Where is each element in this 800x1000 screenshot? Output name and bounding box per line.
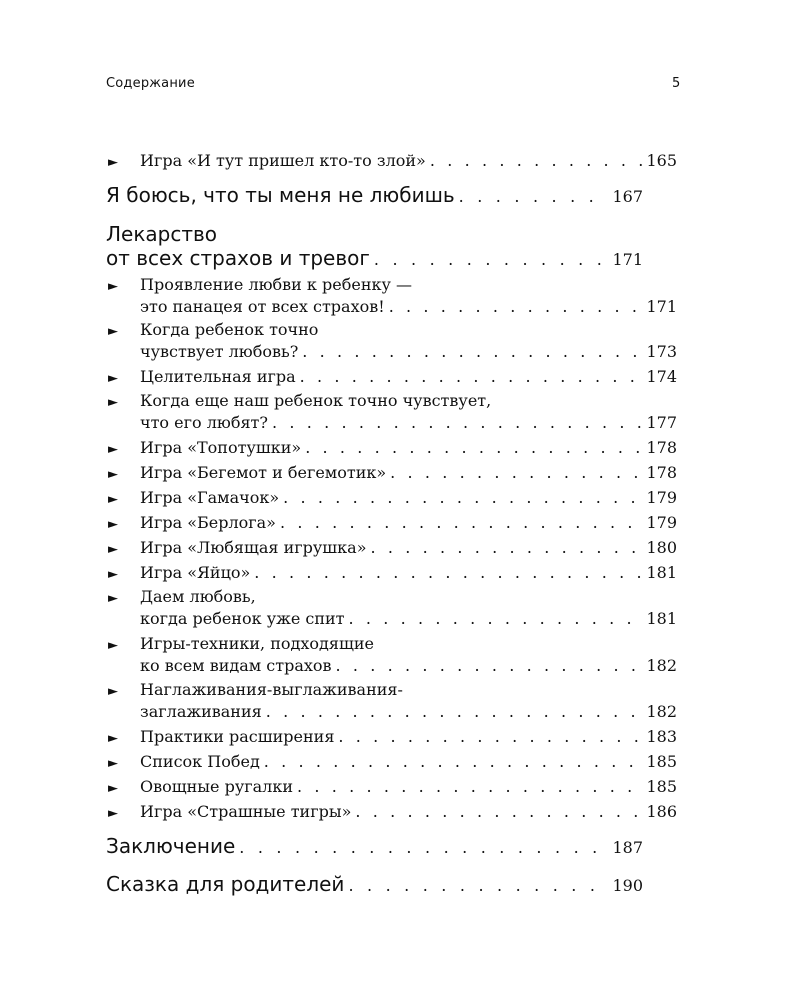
toc-subentry xyxy=(106,512,677,534)
bullet-arrow-icon: ► xyxy=(108,806,118,821)
bullet-arrow-icon: ► xyxy=(108,731,118,746)
toc-page-number: 181 xyxy=(646,563,677,582)
dot-leader xyxy=(297,776,642,798)
toc-entry-title: ко всем видам страхов xyxy=(140,656,332,675)
bullet-arrow-icon: ► xyxy=(108,542,118,557)
toc-entry-title: Игра «Любящая игрушка» xyxy=(140,538,367,557)
running-head: Содержание xyxy=(106,76,195,91)
toc-subentry xyxy=(106,801,677,823)
toc-page-number: 182 xyxy=(646,656,677,675)
toc-page-number: 181 xyxy=(646,609,677,628)
toc-page-number: 180 xyxy=(646,538,677,557)
bullet-arrow-icon: ► xyxy=(108,517,118,532)
toc-subentry xyxy=(106,487,677,509)
toc-entry-title: Заключение xyxy=(106,834,236,858)
page-number: 5 xyxy=(672,76,681,91)
bullet-arrow-icon: ► xyxy=(108,442,118,457)
bullet-arrow-icon: ► xyxy=(108,684,118,699)
toc-entry-title: Когда еще наш ребенок точно чувствует, xyxy=(140,391,492,410)
toc-entry-title: Практики расширения xyxy=(140,727,335,746)
toc-subentry xyxy=(106,562,677,584)
toc-page-number: 179 xyxy=(646,513,677,532)
dot-leader xyxy=(264,751,643,773)
toc-subentry xyxy=(106,150,677,172)
bullet-arrow-icon: ► xyxy=(108,324,118,339)
toc-entry-title: Список Побед xyxy=(140,752,260,771)
bullet-arrow-icon: ► xyxy=(108,756,118,771)
dot-leader xyxy=(239,836,608,860)
bullet-arrow-icon: ► xyxy=(108,467,118,482)
toc-subentry xyxy=(106,319,677,363)
toc-page-number: 178 xyxy=(646,438,677,457)
bullet-arrow-icon: ► xyxy=(108,371,118,386)
toc-page-number: 186 xyxy=(646,802,677,821)
toc-subentry xyxy=(106,679,677,723)
dot-leader xyxy=(348,874,608,898)
dot-leader xyxy=(254,562,642,584)
toc-entry-title: Наглаживания-выглаживания- xyxy=(140,680,403,699)
bullet-arrow-icon: ► xyxy=(108,781,118,796)
toc-entry-title: Целительная игра xyxy=(140,367,296,386)
toc-subentry xyxy=(106,462,677,484)
toc-entry-title: Овощные ругалки xyxy=(140,777,293,796)
toc-page-number: 171 xyxy=(612,250,643,269)
toc-subentry xyxy=(106,274,677,318)
dot-leader xyxy=(305,437,642,459)
toc-page-number: 177 xyxy=(646,413,677,432)
toc-entry-title: Лекарство xyxy=(106,222,218,246)
dot-leader xyxy=(371,537,643,559)
dot-leader xyxy=(280,512,642,534)
toc-entry-title: чувствует любовь? xyxy=(140,342,299,361)
toc-entry-title: Игра «Топотушки» xyxy=(140,438,302,457)
toc-entry-title: Даем любовь, xyxy=(140,587,256,606)
dot-leader xyxy=(389,296,643,318)
bullet-arrow-icon: ► xyxy=(108,395,118,410)
dot-leader xyxy=(300,366,643,388)
dot-leader xyxy=(336,655,643,677)
bullet-arrow-icon: ► xyxy=(108,492,118,507)
dot-leader xyxy=(338,726,642,748)
toc-entry-title: Игра «Страшные тигры» xyxy=(140,802,352,821)
toc-page-number: 183 xyxy=(646,727,677,746)
bullet-arrow-icon: ► xyxy=(108,567,118,582)
toc-entry-title: Игра «И тут пришел кто-то злой» xyxy=(140,151,426,170)
toc-page-number: 165 xyxy=(646,151,677,170)
toc-entry-title: когда ребенок уже спит xyxy=(140,609,345,628)
toc-subentry xyxy=(106,586,677,630)
toc-entry-title: Я боюсь, что ты меня не любишь xyxy=(106,183,455,207)
bullet-arrow-icon: ► xyxy=(108,155,118,170)
toc-subentry xyxy=(106,437,677,459)
toc-subentry xyxy=(106,633,677,677)
toc-entry-title: Проявление любви к ребенку — xyxy=(140,275,412,294)
bullet-arrow-icon: ► xyxy=(108,279,118,294)
toc-subentry xyxy=(106,390,677,434)
bullet-arrow-icon: ► xyxy=(108,591,118,606)
dot-leader xyxy=(355,801,642,823)
toc-entry-title: что его любят? xyxy=(140,413,268,432)
toc-subentry xyxy=(106,366,677,388)
dot-leader xyxy=(430,150,643,172)
toc-page-number: 185 xyxy=(646,752,677,771)
toc-chapter-entry xyxy=(106,872,643,898)
toc-page-number: 182 xyxy=(646,702,677,721)
toc-page-number: 185 xyxy=(646,777,677,796)
dot-leader xyxy=(374,248,609,272)
toc-page-number: 174 xyxy=(646,367,677,386)
toc-entry-title: от всех страхов и тревог xyxy=(106,246,370,270)
toc-entry-title: Игра «Берлога» xyxy=(140,513,276,532)
toc-entry-title: Игра «Яйцо» xyxy=(140,563,251,582)
dot-leader xyxy=(349,608,643,630)
toc-entry-title: Игры-техники, подходящие xyxy=(140,634,374,653)
dot-leader xyxy=(272,412,642,434)
toc-subentry xyxy=(106,726,677,748)
dot-leader xyxy=(266,701,643,723)
toc-chapter-entry xyxy=(106,183,643,209)
toc-page-number: 179 xyxy=(646,488,677,507)
toc-entry-title: Сказка для родителей xyxy=(106,872,345,896)
toc-chapter-entry xyxy=(106,222,643,272)
bullet-arrow-icon: ► xyxy=(108,638,118,653)
dot-leader xyxy=(390,462,642,484)
toc-page-number: 173 xyxy=(646,342,677,361)
toc-subentry xyxy=(106,537,677,559)
toc-entry-title: Игра «Гамачок» xyxy=(140,488,280,507)
toc-subentry xyxy=(106,751,677,773)
dot-leader xyxy=(283,487,642,509)
toc-page-number: 167 xyxy=(612,187,643,206)
toc-page-number: 190 xyxy=(612,876,643,895)
toc-page-number: 187 xyxy=(612,838,643,857)
toc-entry-title: заглаживания xyxy=(140,702,262,721)
toc-page-number: 178 xyxy=(646,463,677,482)
toc-entry-title: Игра «Бегемот и бегемотик» xyxy=(140,463,387,482)
toc-entry-title: это панацея от всех страхов! xyxy=(140,297,385,316)
toc-subentry xyxy=(106,776,677,798)
toc-entry-title: Когда ребенок точно xyxy=(140,320,319,339)
toc-page-number: 171 xyxy=(646,297,677,316)
dot-leader xyxy=(459,185,609,209)
dot-leader xyxy=(302,341,642,363)
toc-chapter-entry xyxy=(106,834,643,860)
